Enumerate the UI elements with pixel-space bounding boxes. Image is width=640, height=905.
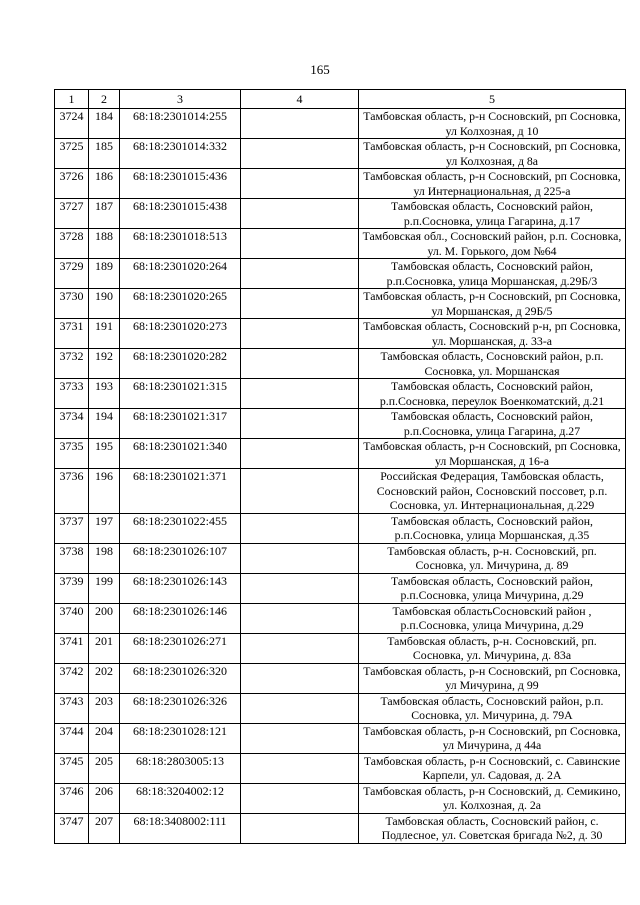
cadastral-number: 68:18:2803005:13	[120, 753, 241, 783]
row-number: 3739	[55, 573, 89, 603]
row-index: 193	[89, 379, 120, 409]
cadastral-number: 68:18:2301026:143	[120, 573, 241, 603]
table-row	[55, 573, 626, 603]
address: Тамбовская областьСосновский район , р.п.Сосновка, улица Мичурина, д.29	[359, 603, 626, 633]
cadastral-number: 68:18:2301015:438	[120, 199, 241, 229]
row-index: 203	[89, 693, 120, 723]
row-index: 188	[89, 229, 120, 259]
row-index: 201	[89, 633, 120, 663]
cadastral-number: 68:18:2301015:436	[120, 169, 241, 199]
table-row	[55, 319, 626, 349]
table-row	[55, 109, 626, 139]
registry-table	[54, 89, 626, 844]
row-number: 3733	[55, 379, 89, 409]
address: Тамбовская область, Сосновский район, р.п. Сосновка, ул. Моршанская	[359, 349, 626, 379]
row-index: 207	[89, 813, 120, 843]
address: Тамбовская область, Сосновский район, р.п. Сосновка, ул. Мичурина, д. 79А	[359, 693, 626, 723]
cadastral-number: 68:18:2301026:326	[120, 693, 241, 723]
table-row	[55, 289, 626, 319]
row-number: 3744	[55, 723, 89, 753]
cadastral-number: 68:18:2301020:273	[120, 319, 241, 349]
table-row	[55, 603, 626, 633]
row-number: 3746	[55, 783, 89, 813]
header-col-1: 1	[55, 90, 89, 109]
table-row	[55, 409, 626, 439]
address: Тамбовская область, Сосновский район, р.п.Сосновка, улица Мичурина, д.29	[359, 573, 626, 603]
cadastral-number: 68:18:2301021:371	[120, 469, 241, 514]
header-col-5: 5	[359, 90, 626, 109]
column-4-cell	[241, 349, 359, 379]
cadastral-number: 68:18:2301021:317	[120, 409, 241, 439]
column-4-cell	[241, 663, 359, 693]
cadastral-number: 68:18:2301026:107	[120, 543, 241, 573]
cadastral-number: 68:18:2301014:255	[120, 109, 241, 139]
cadastral-number: 68:18:2301026:320	[120, 663, 241, 693]
row-number: 3743	[55, 693, 89, 723]
column-4-cell	[241, 229, 359, 259]
table-row	[55, 663, 626, 693]
row-index: 197	[89, 513, 120, 543]
column-4-cell	[241, 573, 359, 603]
address: Тамбовская область, Сосновский район, р.п.Сосновка, улица Моршанская, д.29Б/3	[359, 259, 626, 289]
row-index: 205	[89, 753, 120, 783]
row-number: 3729	[55, 259, 89, 289]
table-row	[55, 633, 626, 663]
row-number: 3731	[55, 319, 89, 349]
row-index: 190	[89, 289, 120, 319]
header-col-4: 4	[241, 90, 359, 109]
address: Тамбовская область, р-н Сосновский, рп Сосновка, ул Моршанская, д 16-а	[359, 439, 626, 469]
row-number: 3736	[55, 469, 89, 514]
row-index: 196	[89, 469, 120, 514]
column-4-cell	[241, 259, 359, 289]
table-row	[55, 349, 626, 379]
cadastral-number: 68:18:2301020:265	[120, 289, 241, 319]
cadastral-number: 68:18:2301014:332	[120, 139, 241, 169]
column-4-cell	[241, 469, 359, 514]
table-row	[55, 199, 626, 229]
table-row	[55, 723, 626, 753]
address: Тамбовская область, р-н Сосновский, с. Савинские Карпели, ул. Садовая, д. 2А	[359, 753, 626, 783]
address: Тамбовская область, Сосновский район, с. Подлесное, ул. Советская бригада №2, д. 30	[359, 813, 626, 843]
address: Тамбовская область, р-н Сосновский, рп Сосновка, ул Интернациональная, д 225-а	[359, 169, 626, 199]
column-4-cell	[241, 289, 359, 319]
table-row	[55, 693, 626, 723]
row-index: 206	[89, 783, 120, 813]
row-index: 189	[89, 259, 120, 289]
column-4-cell	[241, 813, 359, 843]
cadastral-number: 68:18:2301018:513	[120, 229, 241, 259]
row-number: 3740	[55, 603, 89, 633]
column-4-cell	[241, 783, 359, 813]
row-index: 199	[89, 573, 120, 603]
row-index: 195	[89, 439, 120, 469]
row-number: 3725	[55, 139, 89, 169]
column-4-cell	[241, 139, 359, 169]
table-row	[55, 139, 626, 169]
row-number: 3728	[55, 229, 89, 259]
row-number: 3738	[55, 543, 89, 573]
header-row	[55, 90, 626, 109]
row-index: 192	[89, 349, 120, 379]
row-index: 204	[89, 723, 120, 753]
column-4-cell	[241, 169, 359, 199]
row-index: 186	[89, 169, 120, 199]
table-row	[55, 439, 626, 469]
row-index: 191	[89, 319, 120, 349]
column-4-cell	[241, 603, 359, 633]
column-4-cell	[241, 409, 359, 439]
column-4-cell	[241, 379, 359, 409]
row-number: 3734	[55, 409, 89, 439]
row-index: 194	[89, 409, 120, 439]
address: Тамбовская обл., Сосновский район, р.п. Сосновка, ул. М. Горького, дом №64	[359, 229, 626, 259]
table-row	[55, 813, 626, 843]
table-row	[55, 169, 626, 199]
row-index: 198	[89, 543, 120, 573]
cadastral-number: 68:18:2301028:121	[120, 723, 241, 753]
row-number: 3742	[55, 663, 89, 693]
column-4-cell	[241, 723, 359, 753]
address: Тамбовская область, р-н Сосновский, рп Сосновка, ул Моршанская, д 29Б/5	[359, 289, 626, 319]
row-number: 3726	[55, 169, 89, 199]
address: Тамбовская область, р-н Сосновский, д. Семикино, ул. Колхозная, д. 2а	[359, 783, 626, 813]
row-index: 200	[89, 603, 120, 633]
table-row	[55, 783, 626, 813]
cadastral-number: 68:18:3408002:111	[120, 813, 241, 843]
header-col-3: 3	[120, 90, 241, 109]
address: Тамбовская область, р-н. Сосновский, рп. Сосновка, ул. Мичурина, д. 83а	[359, 633, 626, 663]
address: Тамбовская область, р-н. Сосновский, рп. Сосновка, ул. Мичурина, д. 89	[359, 543, 626, 573]
address: Тамбовская область, Сосновский район, р.п.Сосновка, улица Моршанская, д.35	[359, 513, 626, 543]
row-index: 184	[89, 109, 120, 139]
address: Тамбовская область, р-н Сосновский, рп Сосновка, ул Колхозная, д 10	[359, 109, 626, 139]
cadastral-number: 68:18:2301020:282	[120, 349, 241, 379]
row-number: 3737	[55, 513, 89, 543]
cadastral-number: 68:18:3204002:12	[120, 783, 241, 813]
column-4-cell	[241, 513, 359, 543]
column-4-cell	[241, 319, 359, 349]
address: Тамбовская область, Сосновский район, р.п.Сосновка, улица Гагарина, д.17	[359, 199, 626, 229]
address: Тамбовская область, Сосновский район, р.п.Сосновка, улица Гагарина, д.27	[359, 409, 626, 439]
table-row	[55, 469, 626, 514]
address: Тамбовская область, р-н Сосновский, рп Сосновка, ул Колхозная, д 8а	[359, 139, 626, 169]
column-4-cell	[241, 199, 359, 229]
column-4-cell	[241, 109, 359, 139]
table-row	[55, 543, 626, 573]
address: Тамбовская область, Сосновский район, р.п.Сосновка, переулок Военкоматский, д.21	[359, 379, 626, 409]
cadastral-number: 68:18:2301021:315	[120, 379, 241, 409]
column-4-cell	[241, 753, 359, 783]
table-row	[55, 513, 626, 543]
address: Российская Федерация, Тамбовская область, Сосновский район, Сосновский поссовет, р.п. Сосновка, ул. Интернациональная, д.229	[359, 469, 626, 514]
row-index: 202	[89, 663, 120, 693]
cadastral-number: 68:18:2301021:340	[120, 439, 241, 469]
address: Тамбовская область, р-н Сосновский, рп Сосновка, ул Мичурина, д 99	[359, 663, 626, 693]
row-number: 3724	[55, 109, 89, 139]
address: Тамбовская область, Сосновский р-н, рп Сосновка, ул. Моршанская, д. 33-а	[359, 319, 626, 349]
table-row	[55, 259, 626, 289]
table-row	[55, 753, 626, 783]
row-number: 3732	[55, 349, 89, 379]
row-number: 3735	[55, 439, 89, 469]
column-4-cell	[241, 439, 359, 469]
row-number: 3741	[55, 633, 89, 663]
column-4-cell	[241, 693, 359, 723]
table-row	[55, 229, 626, 259]
row-index: 185	[89, 139, 120, 169]
header-col-2: 2	[89, 90, 120, 109]
column-4-cell	[241, 543, 359, 573]
column-4-cell	[241, 633, 359, 663]
table-row	[55, 379, 626, 409]
cadastral-number: 68:18:2301026:146	[120, 603, 241, 633]
cadastral-number: 68:18:2301026:271	[120, 633, 241, 663]
cadastral-number: 68:18:2301022:455	[120, 513, 241, 543]
cadastral-number: 68:18:2301020:264	[120, 259, 241, 289]
page-number: 165	[310, 62, 330, 77]
row-number: 3730	[55, 289, 89, 319]
row-index: 187	[89, 199, 120, 229]
row-number: 3727	[55, 199, 89, 229]
row-number: 3747	[55, 813, 89, 843]
address: Тамбовская область, р-н Сосновский, рп Сосновка, ул Мичурина, д 44а	[359, 723, 626, 753]
row-number: 3745	[55, 753, 89, 783]
